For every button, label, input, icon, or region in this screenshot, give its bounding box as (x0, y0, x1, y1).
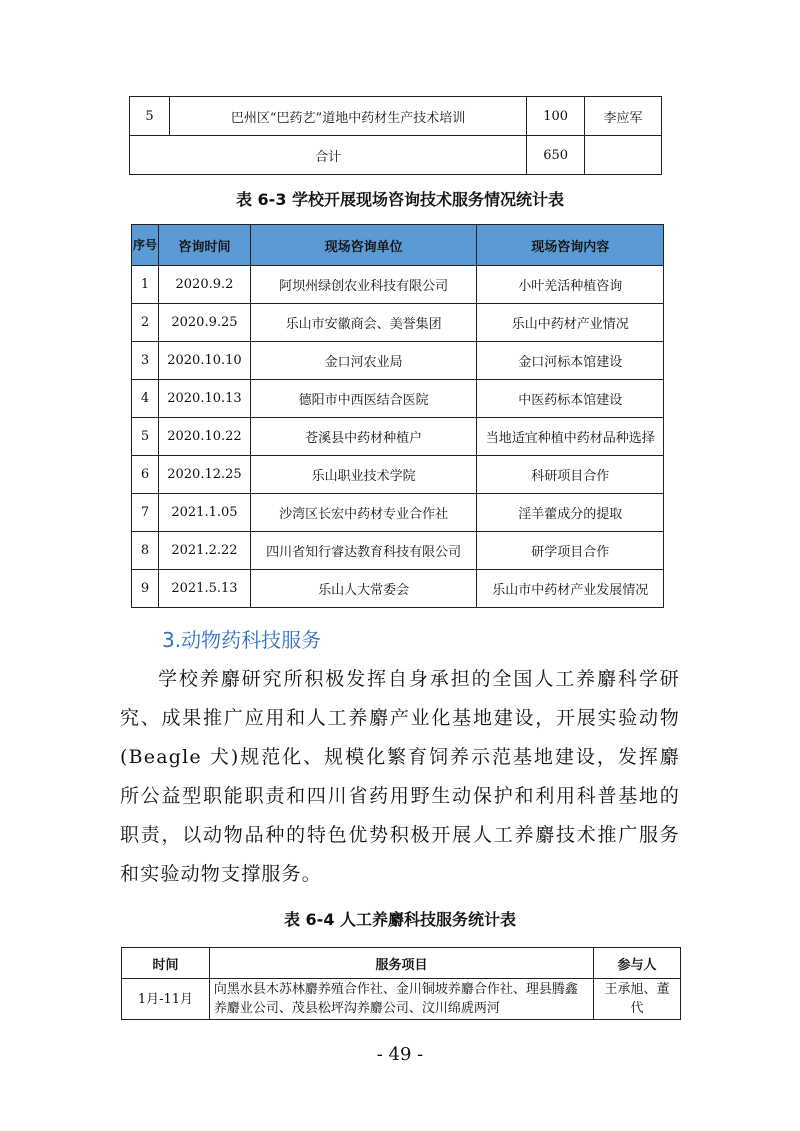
cell-count: 100 (527, 97, 585, 136)
table-row (132, 418, 664, 456)
cell-content: 小叶羌活种植咨询 (477, 266, 664, 304)
table-6-4-caption: 表 6-4 人工养麝科技服务统计表 (283, 910, 517, 929)
cell-unit: 苍溪县中药材种植户 (250, 418, 476, 456)
cell-unit: 德阳市中西医结合医院 (250, 380, 476, 418)
cell-time: 2021.2.22 (158, 532, 250, 570)
header-seq: 序号 (132, 225, 159, 266)
table-row (130, 97, 662, 136)
total-count: 650 (527, 136, 585, 175)
cell-content: 中医药标本馆建设 (477, 380, 664, 418)
cell-participants: 王承旭、董代 (594, 979, 681, 1020)
cell-name: 巴州区“巴药艺”道地中药材生产技术培训 (169, 97, 526, 136)
total-row (130, 136, 662, 175)
section-heading: 3.动物药科技服务 (162, 628, 322, 652)
table-6-2-tail (129, 96, 662, 175)
cell-time: 1月-11月 (122, 979, 210, 1020)
cell-time: 2021.5.13 (158, 570, 250, 608)
cell-person: 李应军 (585, 97, 662, 136)
cell-unit: 金口河农业局 (250, 342, 476, 380)
cell-time: 2020.10.13 (158, 380, 250, 418)
table-row (132, 570, 664, 608)
total-person (585, 136, 662, 175)
cell-time: 2020.9.2 (158, 266, 250, 304)
table-row (132, 532, 664, 570)
table-row (122, 979, 681, 1020)
cell-project: 向黑水县木苏林麝养殖合作社、金川铜坡养麝合作社、理县腾鑫养麝业公司、茂县松坪沟养麝公司、汶川绵虒两河 (209, 979, 593, 1020)
cell-unit: 乐山人大常委会 (250, 570, 476, 608)
header-participants: 参与人 (594, 948, 681, 979)
cell-unit: 乐山市安徽商会、美誉集团 (250, 304, 476, 342)
cell-seq: 7 (132, 494, 159, 532)
table-6-3-body (132, 266, 664, 608)
cell-seq: 5 (132, 418, 159, 456)
cell-no: 5 (130, 97, 170, 136)
cell-unit: 沙湾区长宏中药材专业合作社 (250, 494, 476, 532)
table-row (132, 494, 664, 532)
total-label: 合计 (130, 136, 527, 175)
header-content: 现场咨询内容 (477, 225, 664, 266)
cell-time: 2020.12.25 (158, 456, 250, 494)
table-row (132, 266, 664, 304)
cell-unit: 阿坝州绿创农业科技有限公司 (250, 266, 476, 304)
header-unit: 现场咨询单位 (250, 225, 476, 266)
header-project: 服务项目 (209, 948, 593, 979)
page-number: - 49 - (376, 1044, 424, 1065)
cell-content: 乐山中药材产业情况 (477, 304, 664, 342)
table-6-3 (131, 224, 664, 608)
table-row (132, 342, 664, 380)
header-time: 咨询时间 (158, 225, 250, 266)
table-6-3-caption: 表 6-3 学校开展现场咨询技术服务情况统计表 (235, 190, 565, 209)
cell-seq: 3 (132, 342, 159, 380)
cell-content: 淫羊藿成分的提取 (477, 494, 664, 532)
table-header-row (132, 225, 664, 266)
cell-time: 2020.10.10 (158, 342, 250, 380)
cell-unit: 四川省知行睿达教育科技有限公司 (250, 532, 476, 570)
table-row (132, 304, 664, 342)
cell-time: 2021.1.05 (158, 494, 250, 532)
cell-time: 2020.10.22 (158, 418, 250, 456)
table-row (132, 456, 664, 494)
cell-seq: 9 (132, 570, 159, 608)
cell-seq: 4 (132, 380, 159, 418)
table-6-4 (121, 947, 681, 1020)
cell-content: 科研项目合作 (477, 456, 664, 494)
cell-seq: 8 (132, 532, 159, 570)
cell-content: 研学项目合作 (477, 532, 664, 570)
cell-time: 2020.9.25 (158, 304, 250, 342)
cell-content: 金口河标本馆建设 (477, 342, 664, 380)
table-header-row (122, 948, 681, 979)
section-paragraph (120, 660, 680, 894)
cell-seq: 1 (132, 266, 159, 304)
cell-content: 当地适宜种植中药材品种选择 (477, 418, 664, 456)
paragraph-text: 学校养麝研究所积极发挥自身承担的全国人工养麝科学研究、成果推广应用和人工养麝产业化基地建设，开展实验动物(Beagle 犬)规范化、规模化繁育饲养示范基地建设，发挥麝所公益型职能职责和四川省药用野生动保护和利用科普基地的职责，以动物品种的特色优势积极开展人工养麝技术推广服务和实验动物支撑服务。 (120, 668, 680, 885)
table-row (132, 380, 664, 418)
cell-seq: 6 (132, 456, 159, 494)
header-time: 时间 (122, 948, 210, 979)
cell-seq: 2 (132, 304, 159, 342)
cell-unit: 乐山职业技术学院 (250, 456, 476, 494)
cell-content: 乐山市中药材产业发展情况 (477, 570, 664, 608)
